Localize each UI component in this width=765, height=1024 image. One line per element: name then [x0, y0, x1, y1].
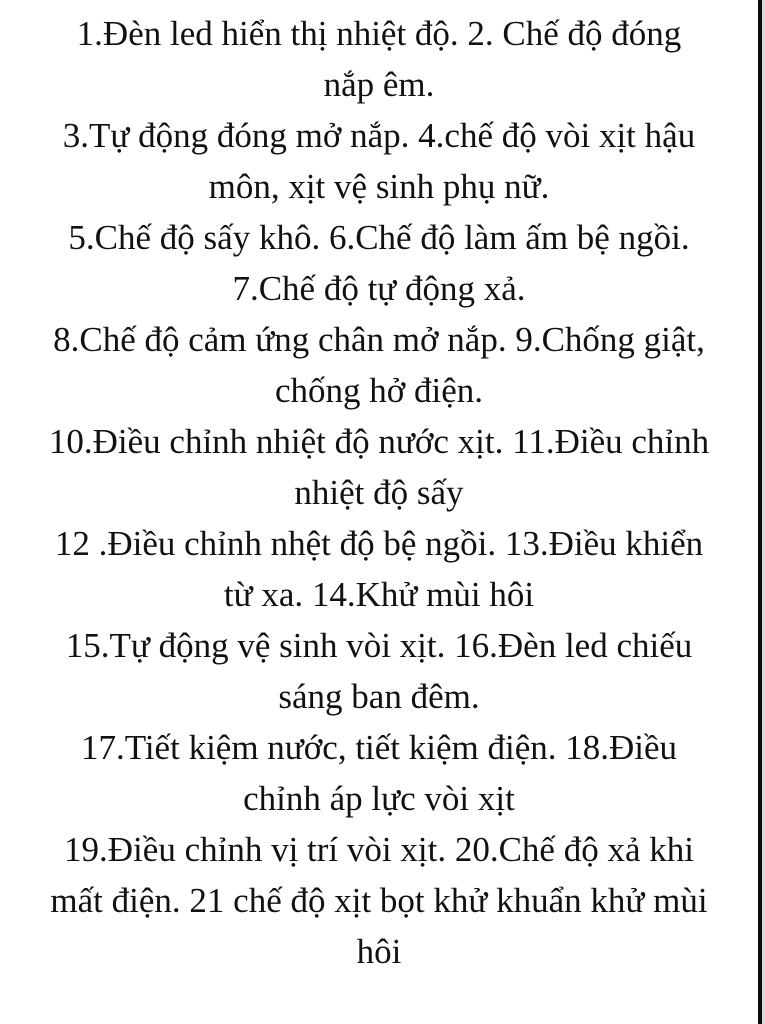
text-line: 1.Đèn led hiển thị nhiệt độ. 2. Chế độ đóng — [76, 14, 682, 53]
text-line: 19.Điều chỉnh vị trí vòi xịt. 20.Chế độ xả khi — [64, 830, 694, 869]
text-line: 7.Chế độ tự động xả. — [232, 269, 526, 308]
text-line: 15.Tự động vệ sinh vòi xịt. 16.Đèn led chiếu — [65, 626, 693, 665]
feature-list — [0, 8, 758, 977]
text-line: nắp êm. — [323, 65, 435, 104]
text-line: môn, xịt vệ sinh phụ nữ. — [208, 167, 550, 206]
text-line: 12 .Điều chỉnh nhệt độ bệ ngồi. 13.Điều khiển — [54, 524, 704, 563]
text-line: hôi — [356, 932, 402, 971]
text-line: chống hở điện. — [274, 371, 484, 410]
text-line: 8.Chế độ cảm ứng chân mở nắp. 9.Chống giật, — [53, 320, 705, 359]
text-line: 17.Tiết kiệm nước, tiết kiệm điện. 18.Điều — [80, 728, 678, 767]
text-line: từ xa. 14.Khử mùi hôi — [223, 575, 535, 614]
text-line: 3.Tự động đóng mở nắp. 4.chế độ vòi xịt hậu — [62, 116, 696, 155]
text-line: sáng ban đêm. — [278, 677, 480, 716]
text-line: chỉnh áp lực vòi xịt — [243, 779, 515, 818]
text-line: 5.Chế độ sấy khô. 6.Chế độ làm ấm bệ ngồi. — [68, 218, 690, 257]
text-line: nhiệt độ sấy — [294, 473, 464, 512]
text-line: mất điện. 21 chế độ xịt bọt khử khuẩn khử mùi — [50, 881, 708, 920]
text-line: 10.Điều chỉnh nhiệt độ nước xịt. 11.Điều chỉnh — [48, 422, 710, 461]
